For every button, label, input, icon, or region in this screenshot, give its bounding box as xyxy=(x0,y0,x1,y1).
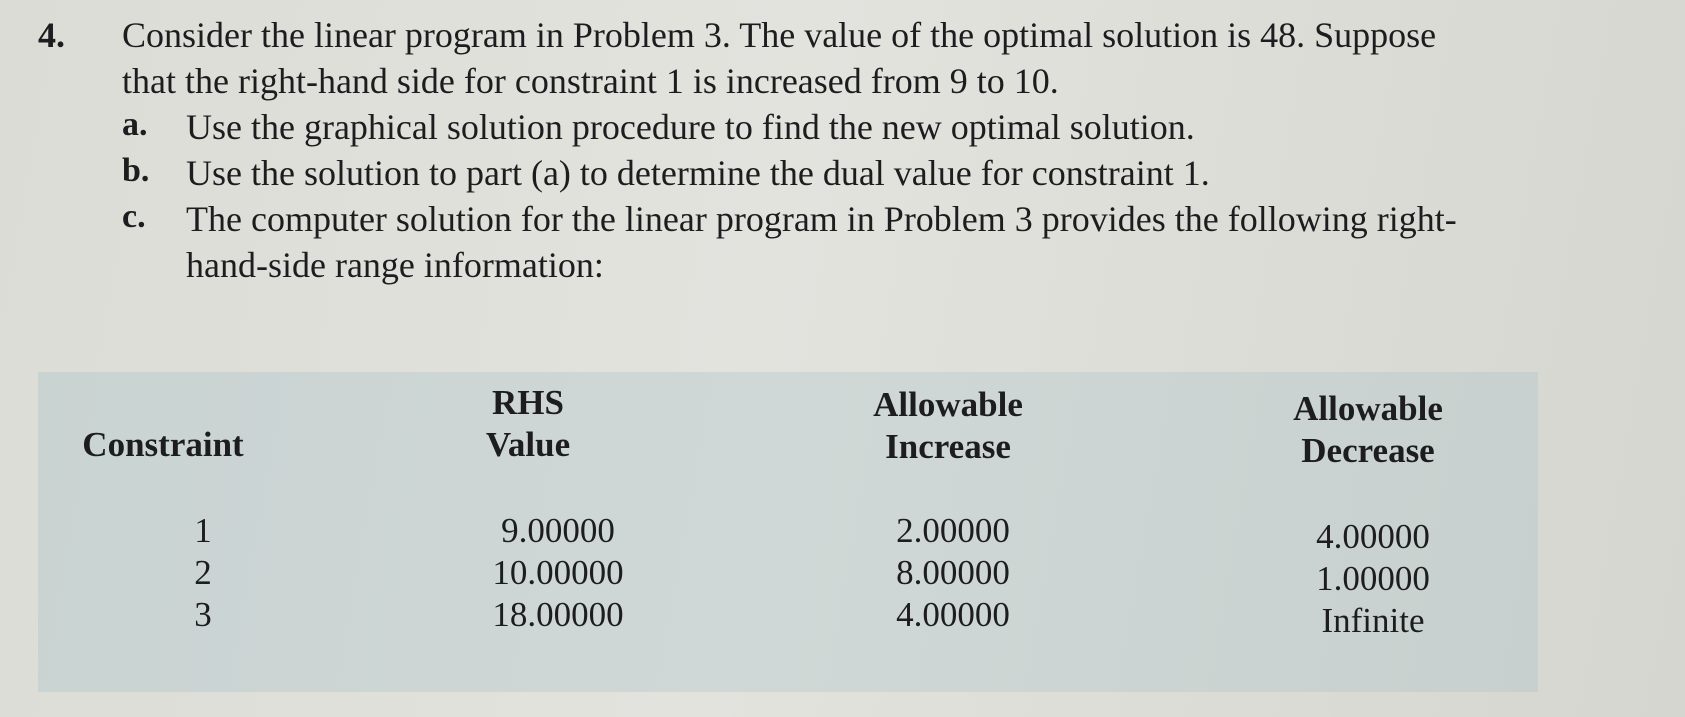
problem-stem-line-1: Consider the linear program in Problem 3. The value of the optimal solution is 48. Suppose xyxy=(122,15,1437,55)
header-rhs-value: RHS Value xyxy=(485,383,571,464)
problem-stem-line-2: that the right-hand side for constraint 1 is increased from 9 to 10. xyxy=(122,61,1059,101)
header-allowable-decrease: Allowable Decrease xyxy=(1293,389,1443,470)
row-1-rhs: 9.00000 xyxy=(501,511,615,550)
part-b-text: Use the solution to part (a) to determine the dual value for constraint 1. xyxy=(186,153,1210,193)
problem-number: 4. xyxy=(38,15,65,55)
row-2-decrease: 1.00000 xyxy=(1316,559,1430,598)
part-b-letter: b. xyxy=(122,152,150,189)
part-a-text: Use the graphical solution procedure to find the new optimal solution. xyxy=(186,107,1195,147)
part-c-text-line-2: hand-side range information: xyxy=(186,245,604,285)
row-1-increase: 2.00000 xyxy=(896,511,1010,550)
rhs-range-table xyxy=(38,372,1538,692)
row-2-constraint: 2 xyxy=(194,553,212,592)
row-3-rhs: 18.00000 xyxy=(492,595,624,634)
row-1-constraint: 1 xyxy=(194,511,212,550)
row-3-constraint: 3 xyxy=(194,595,212,634)
part-c-letter: c. xyxy=(122,198,146,235)
part-c-text-line-1: The computer solution for the linear program in Problem 3 provides the following right- xyxy=(186,199,1457,239)
row-3-decrease: Infinite xyxy=(1321,601,1425,640)
row-2-rhs: 10.00000 xyxy=(492,553,624,592)
row-2-increase: 8.00000 xyxy=(896,553,1010,592)
part-a-letter: a. xyxy=(122,106,148,143)
header-constraint: Constraint xyxy=(82,425,244,464)
header-allowable-increase: Allowable Increase xyxy=(873,385,1023,466)
row-3-increase: 4.00000 xyxy=(896,595,1010,634)
row-1-decrease: 4.00000 xyxy=(1316,517,1430,556)
